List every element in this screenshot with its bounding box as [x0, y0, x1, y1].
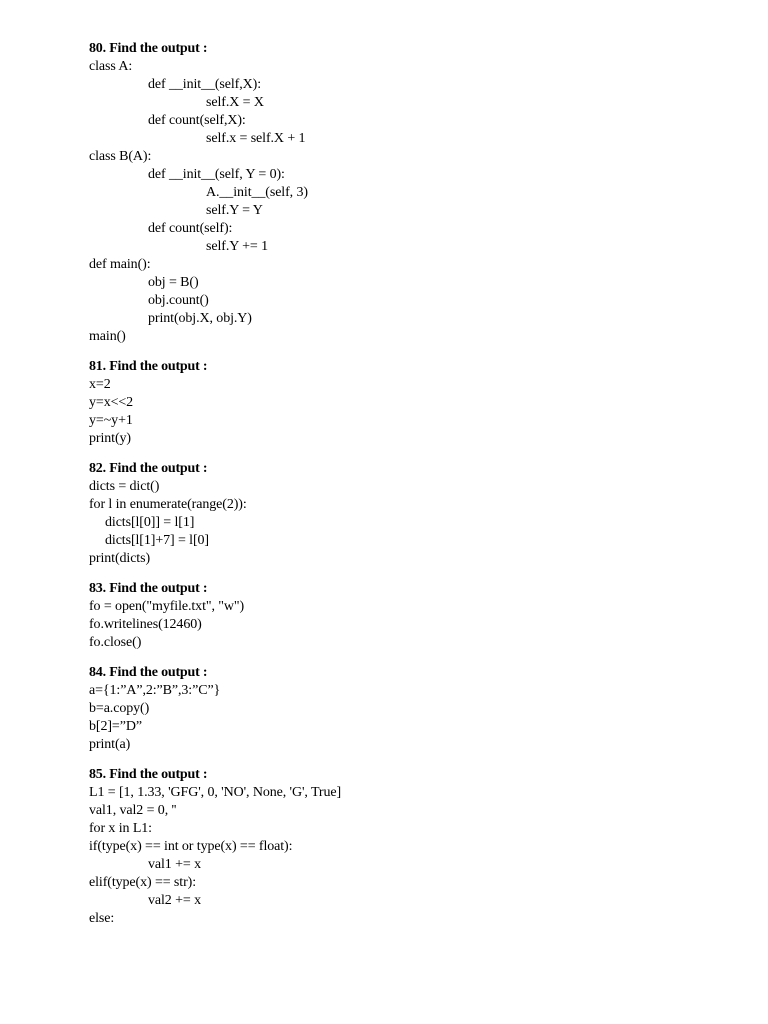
code-line: self.Y = Y: [206, 203, 263, 218]
code-line: for l in enumerate(range(2)):: [89, 497, 247, 512]
question-84: [89, 664, 749, 754]
code-line: b=a.copy(): [89, 701, 150, 716]
code-line: obj = B(): [148, 275, 199, 290]
code-line: fo = open("myfile.txt", "w"): [89, 599, 245, 614]
code-line: def __init__(self,X):: [148, 77, 261, 92]
code-line: x=2: [89, 377, 111, 392]
code-line: main(): [89, 329, 126, 344]
code-line: val1, val2 = 0, '': [89, 803, 177, 818]
section-spacer: [89, 754, 749, 766]
question-title: 84. Find the output :: [89, 665, 208, 680]
question-83: [89, 580, 749, 652]
document-page: [89, 40, 749, 928]
code-line: fo.writelines(12460): [89, 617, 202, 632]
question-85: [89, 766, 749, 928]
code-line: dicts[l[0]] = l[1]: [105, 515, 195, 530]
code-line: dicts[l[1]+7] = l[0]: [105, 533, 209, 548]
code-line: y=~y+1: [89, 413, 133, 428]
question-title: 80. Find the output :: [89, 41, 208, 56]
code-line: L1 = [1, 1.33, 'GFG', 0, 'NO', None, 'G', True]: [89, 785, 342, 800]
code-line: self.Y += 1: [206, 239, 268, 254]
question-title: 82. Find the output :: [89, 461, 208, 476]
question-title: 83. Find the output :: [89, 581, 208, 596]
question-title: 81. Find the output :: [89, 359, 208, 374]
code-line: def count(self):: [148, 221, 233, 236]
code-line: for x in L1:: [89, 821, 152, 836]
code-line: def count(self,X):: [148, 113, 246, 128]
code-line: print(dicts): [89, 551, 151, 566]
code-line: val1 += x: [148, 857, 201, 872]
section-spacer: [89, 652, 749, 664]
code-line: y=x<<2: [89, 395, 134, 410]
section-spacer: [89, 448, 749, 460]
code-line: a={1:”A”,2:”B”,3:”C”}: [89, 683, 221, 698]
code-line: print(a): [89, 737, 131, 752]
code-line: else:: [89, 911, 115, 926]
code-line: class A:: [89, 59, 133, 74]
code-line: b[2]=”D”: [89, 719, 142, 734]
section-spacer: [89, 568, 749, 580]
code-line: val2 += x: [148, 893, 201, 908]
code-line: dicts = dict(): [89, 479, 160, 494]
code-line: elif(type(x) == str):: [89, 875, 196, 890]
code-line: self.X = X: [206, 95, 264, 110]
code-line: class B(A):: [89, 149, 152, 164]
code-line: print(obj.X, obj.Y): [148, 311, 252, 326]
code-line: def main():: [89, 257, 151, 272]
code-line: self.x = self.X + 1: [206, 131, 306, 146]
question-80: [89, 40, 749, 346]
code-line: if(type(x) == int or type(x) == float):: [89, 839, 293, 854]
code-line: def __init__(self, Y = 0):: [148, 167, 285, 182]
section-spacer: [89, 346, 749, 358]
code-line: A.__init__(self, 3): [206, 185, 308, 200]
question-82: [89, 460, 749, 568]
question-81: [89, 358, 749, 448]
code-line: print(y): [89, 431, 131, 446]
code-line: obj.count(): [148, 293, 209, 308]
code-line: fo.close(): [89, 635, 142, 650]
question-title: 85. Find the output :: [89, 767, 208, 782]
